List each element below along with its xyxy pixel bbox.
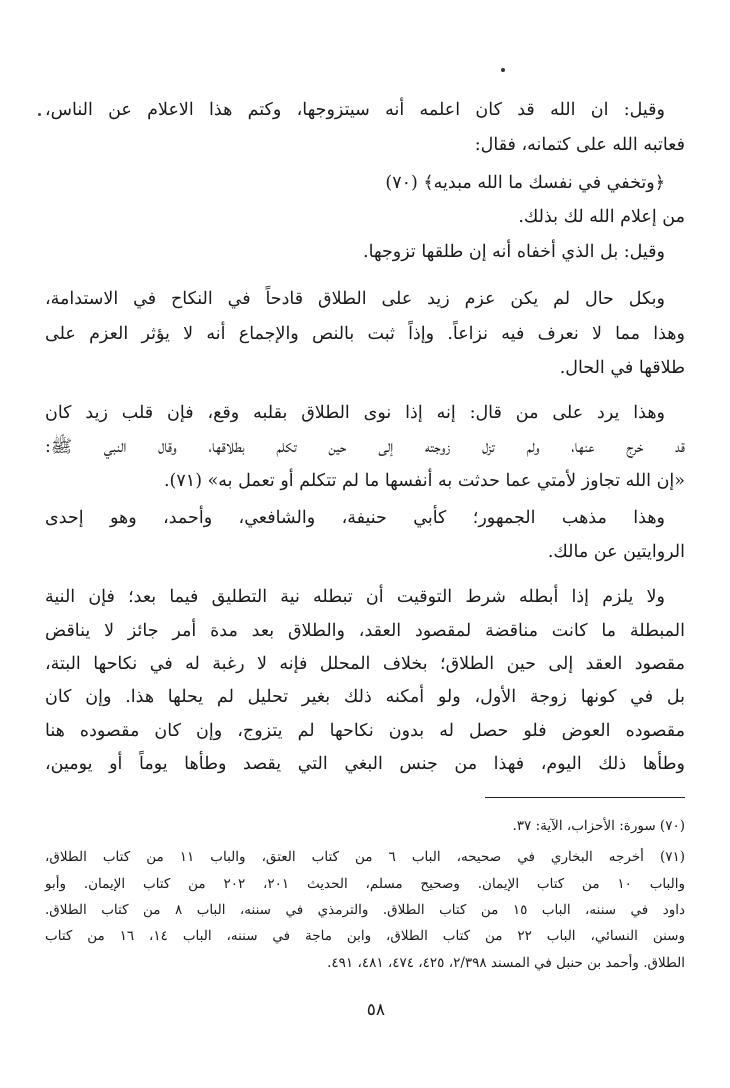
body-line: وبكل حال لم يكن عزم زيد على الطلاق قادحاً في النكاح في الاستدامة، [45, 289, 665, 309]
page-number: ٥٨ [366, 1000, 385, 1020]
body-line: وقيل: بل الذي أخفاه أنه إن طلقها تزوجها. [363, 242, 665, 262]
body-line: وطأها ذلك اليوم، فهذا من جنس البغي التي يقصد وطأها يوماً أو يومين، [45, 754, 685, 774]
footnote-separator [485, 797, 685, 798]
body-line: مقصوده العوض فلو حصل له بدون نكاحها لم يتزوج، وإن كان مقصوده هنا [45, 721, 685, 741]
body-line: طلاقها في الحال. [559, 358, 685, 378]
body-line: فعاتبه الله على كتمانه، فقال: [474, 135, 685, 155]
body-line: الروايتين عن مالك. [547, 542, 685, 562]
body-line: وهذا مذهب الجمهور؛ كأبي حنيفة، والشافعي، وأحمد، وهو إحدى [45, 508, 665, 528]
footnote: (٧١) أخرجه البخاري في صحيحه، الباب ٦ من كتاب العتق، والباب ١١ من كتاب الطلاق، [45, 849, 686, 865]
body-line: وهذا يرد على من قال: إنه إذا نوى الطلاق بقلبه وقع، فإن قلب زيد كان [45, 403, 665, 423]
body-line: بل في كونها زوجة الأول، ولو أمكنه ذلك بغير تحليل لم يحلها هذا. وإن كان [45, 687, 685, 707]
footnote: وسنن النسائي، الباب ٢٢ من كتاب الطلاق، وابن ماجة في سننه، الباب ١٤، ١٦ من كتاب [45, 928, 685, 944]
body-line: من إعلام الله لك بذلك. [518, 207, 685, 227]
body-line: مقصود العقد إلى حين الطلاق؛ بخلاف المحلل فإنه لا رغبة له في نكاحها البتة، [45, 654, 685, 674]
footnote: (٧٠) سورة: الأحزاب، الآية: ٣٧. [512, 818, 685, 834]
footnote: والباب ١٠ من كتاب الإيمان. وصحيح مسلم، الحديث ٢٠١، ٢٠٢ من كتاب الإيمان. وأبو [45, 876, 685, 892]
footnote: الطلاق. وأحمد بن حنبل في المسند ٢/٣٩٨، ٤٢٥، ٤٧٤، ٤٨١، ٤٩١. [327, 955, 685, 971]
body-line: وهذا مما لا نعرف فيه نزاعاً. وإذاً ثبت بالنص والإجماع أنه لا يؤثر العزم على [45, 324, 685, 344]
hadith-quote: «إن الله تجاوز لأمتي عما حدثت به أنفسها ما لم تتكلم أو تعمل به» (٧١). [163, 471, 685, 491]
body-line: المبطلة ما كانت مناقضة لمقصود العقد، والطلاق بعد مدة أمر جائز لا يناقض [45, 621, 685, 641]
document-page [30, 0, 685, 1088]
body-line: قد خرج عنها، ولم تزل زوجته إلى حين تكلم بطلاقها، وقال النبي ﷺ: [45, 437, 685, 457]
ink-dot [38, 113, 41, 116]
body-line: ولا يلزم إذا أبطله شرط التوقيت أن تبطله نية التطليق فيما بعد؛ فإن النية [45, 587, 665, 607]
ink-dot [501, 68, 505, 72]
body-line: وقيل: ان الله قد كان اعلمه أنه سيتزوجها، وكتم هذا الاعلام عن الناس، [45, 100, 665, 120]
footnote: داود في سننه، الباب ١٥ من كتاب الطلاق. والترمذي في سننه، الباب ٨ من كتاب الطلاق. [45, 902, 686, 918]
quran-verse: ﴿وتخفي في نفسك ما الله مبديه﴾ (٧٠) [385, 173, 665, 193]
